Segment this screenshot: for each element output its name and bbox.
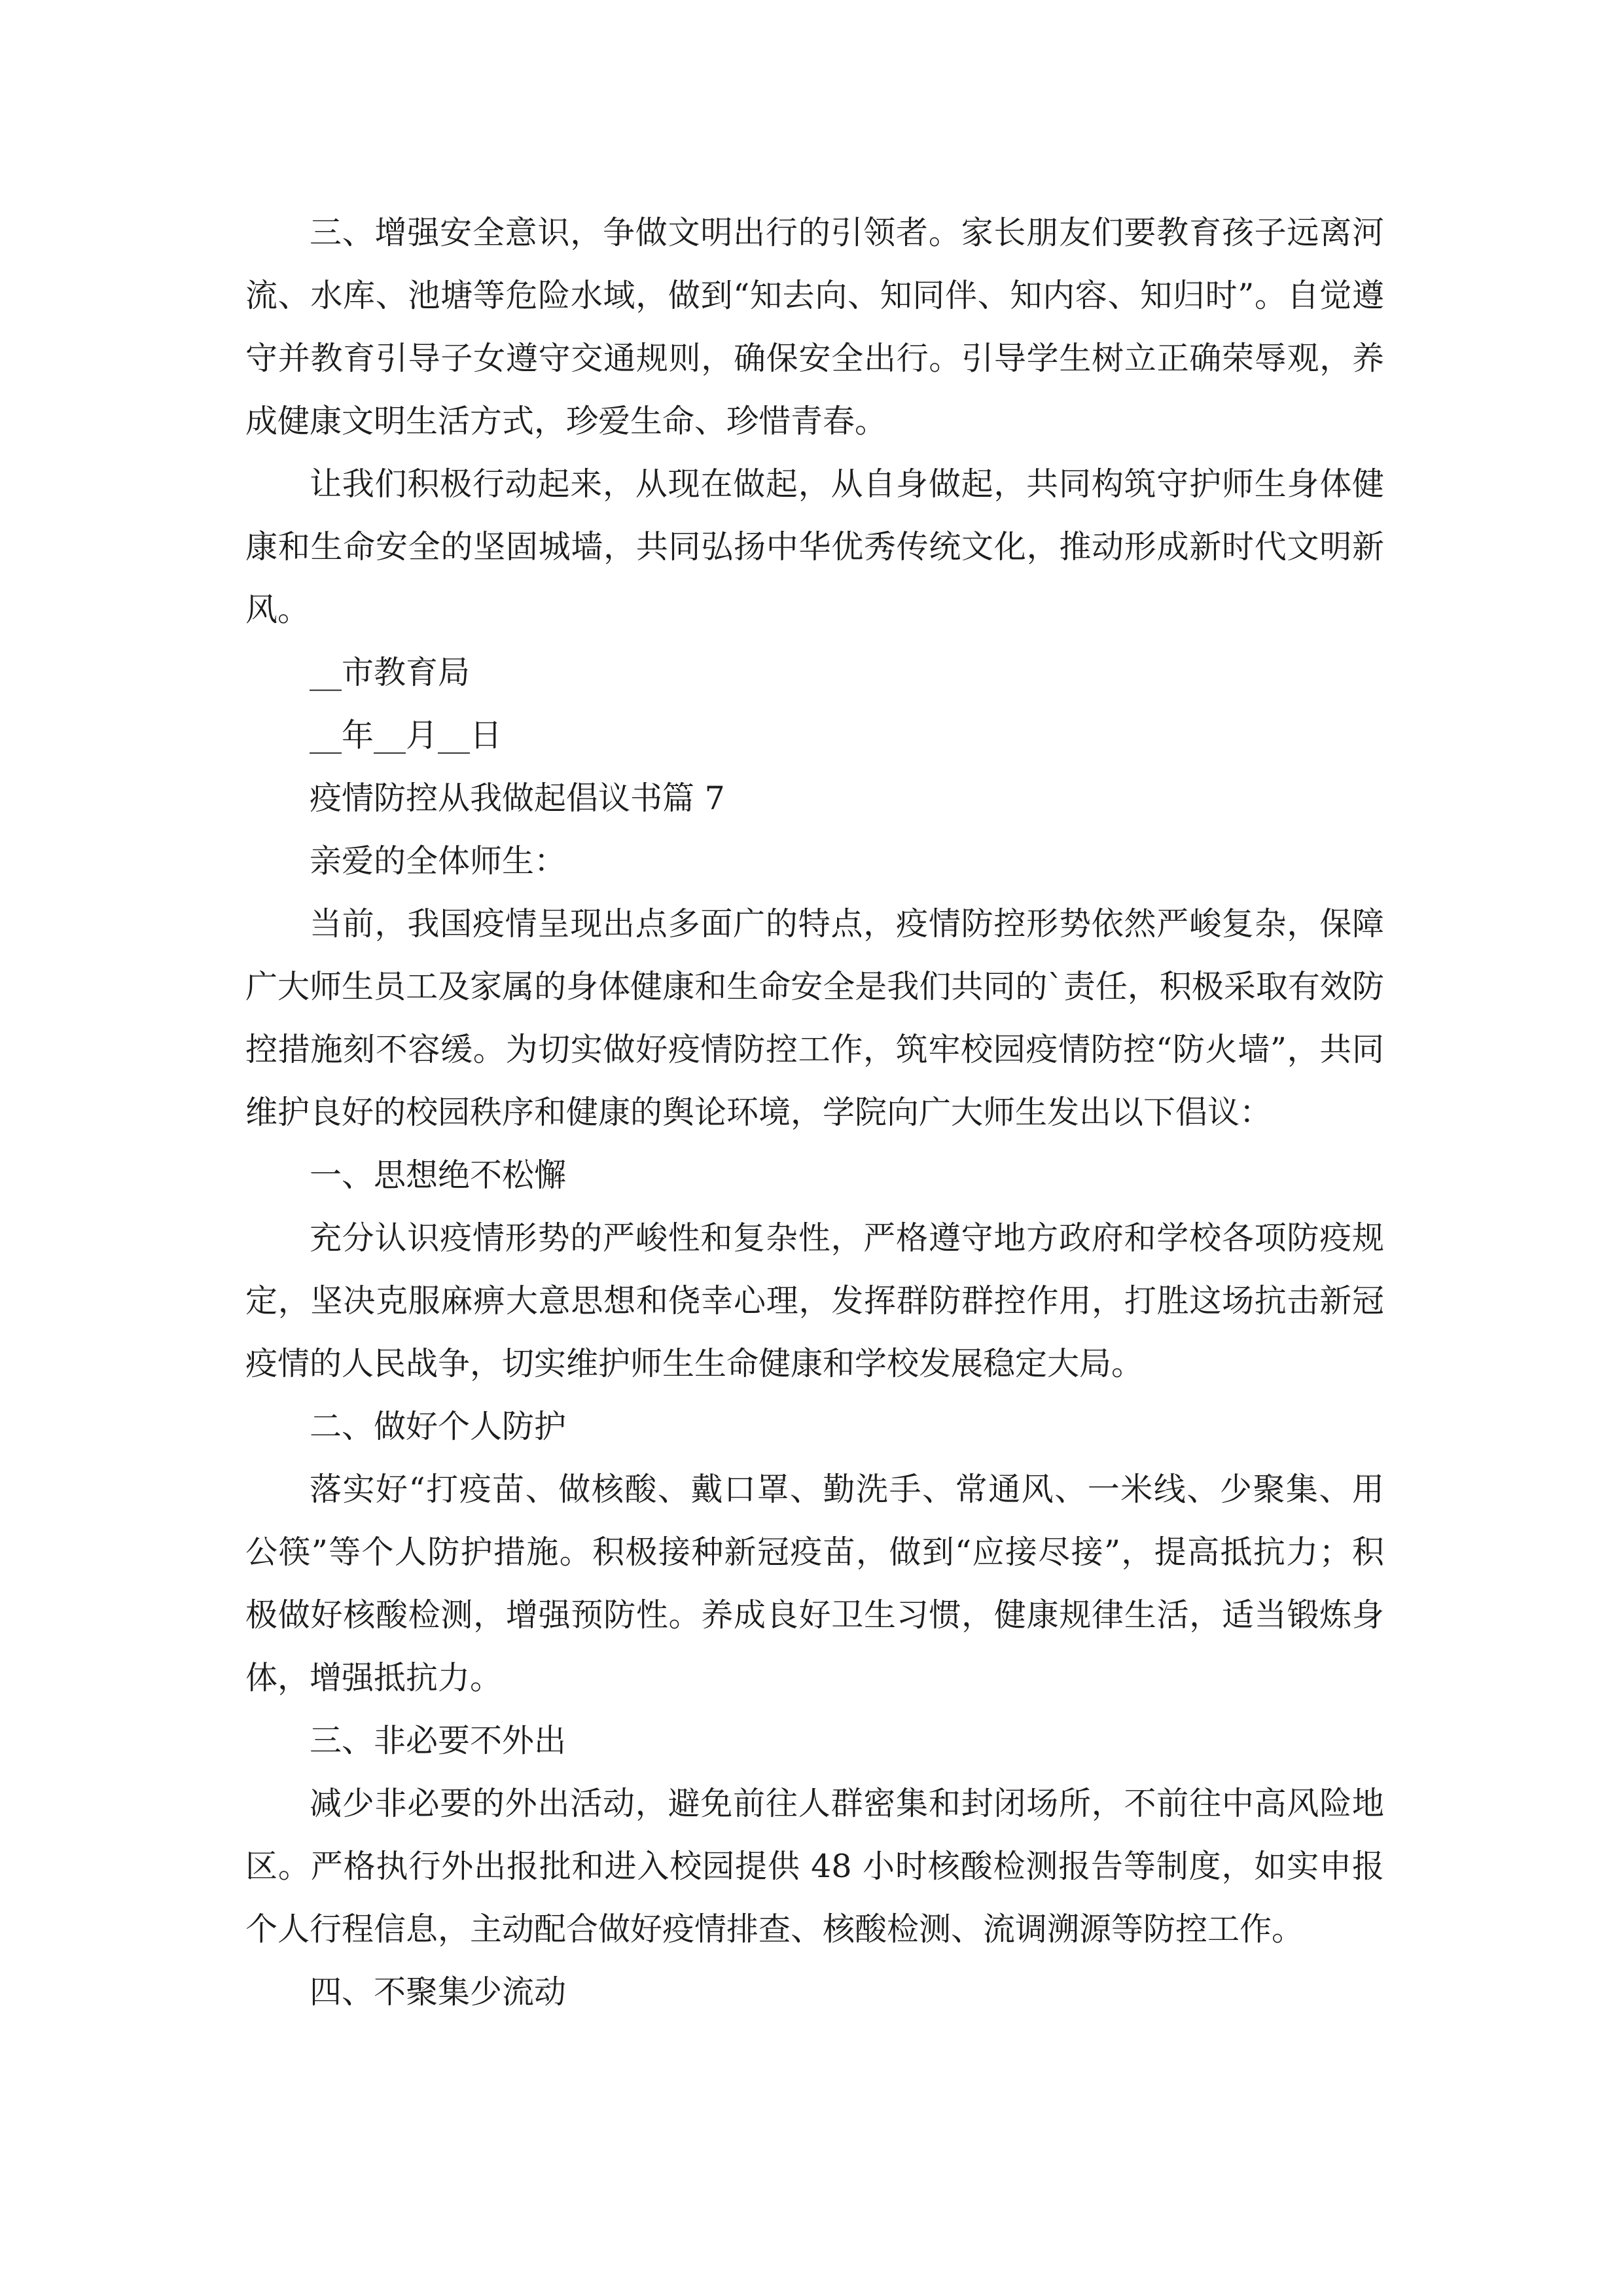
document-body	[245, 202, 1384, 2024]
signature-issuer: __市教育局	[310, 654, 471, 691]
salutation: 亲爱的全体师生：	[310, 842, 567, 880]
heading-no-gathering: 四、不聚集少流动	[310, 1973, 567, 2011]
heading-vigilance: 一、思想绝不松懈	[310, 1157, 567, 1194]
section-title: 疫情防控从我做起倡议书篇 7	[310, 780, 725, 817]
heading-no-unnecessary-travel: 三、非必要不外出	[310, 1722, 567, 1759]
paragraph-personal-protection: 落实好“打疫苗、做核酸、戴口罩、勤洗手、常通风、一米线、少聚集、用公筷”等个人防护措施。积极接种新冠疫苗，做到“应接尽接”，提高抵抗力；积极做好核酸检测，增强预防性。养成良好卫生习惯，健康规律生活，适当锻炼身体，增强抵抗力。	[245, 1471, 1384, 1696]
paragraph-vigilance: 充分认识疫情形势的严峻性和复杂性，严格遵守地方政府和学校各项防疫规定，坚决克服麻痹大意思想和侥幸心理，发挥群防群控作用，打胜这场抗击新冠疫情的人民战争，切实维护师生生命健康和学校发展稳定大局。	[245, 1219, 1384, 1382]
paragraph-intro: 当前，我国疫情呈现出点多面广的特点，疫情防控形势依然严峻复杂，保障广大师生员工及家属的身体健康和生命安全是我们共同的`责任，积极采取有效防控措施刻不容缓。为切实做好疫情防控工作，筑牢校园疫情防控“防火墙”，共同维护良好的校园秩序和健康的舆论环境，学院向广大师生发出以下倡议：	[245, 905, 1384, 1131]
heading-personal-protection: 二、做好个人防护	[310, 1408, 567, 1445]
paragraph-call-to-action: 让我们积极行动起来，从现在做起，从自身做起，共同构筑守护师生身体健康和生命安全的坚固城墙，共同弘扬中华优秀传统文化，推动形成新时代文明新风。	[245, 465, 1384, 628]
signature-date: __年__月__日	[310, 717, 503, 754]
paragraph-no-unnecessary-travel: 减少非必要的外出活动，避免前往人群密集和封闭场所，不前往中高风险地区。严格执行外出报批和进入校园提供 48 小时核酸检测报告等制度，如实申报个人行程信息，主动配合做好疫情排查、核酸检测、流调溯源等防控工作。	[245, 1785, 1384, 1948]
paragraph-safety-awareness: 三、增强安全意识，争做文明出行的引领者。家长朋友们要教育孩子远离河流、水库、池塘等危险水域，做到“知去向、知同伴、知内容、知归时”。自觉遵守并教育引导子女遵守交通规则，确保安全出行。引导学生树立正确荣辱观，养成健康文明生活方式，珍爱生命、珍惜青春。	[245, 214, 1384, 440]
